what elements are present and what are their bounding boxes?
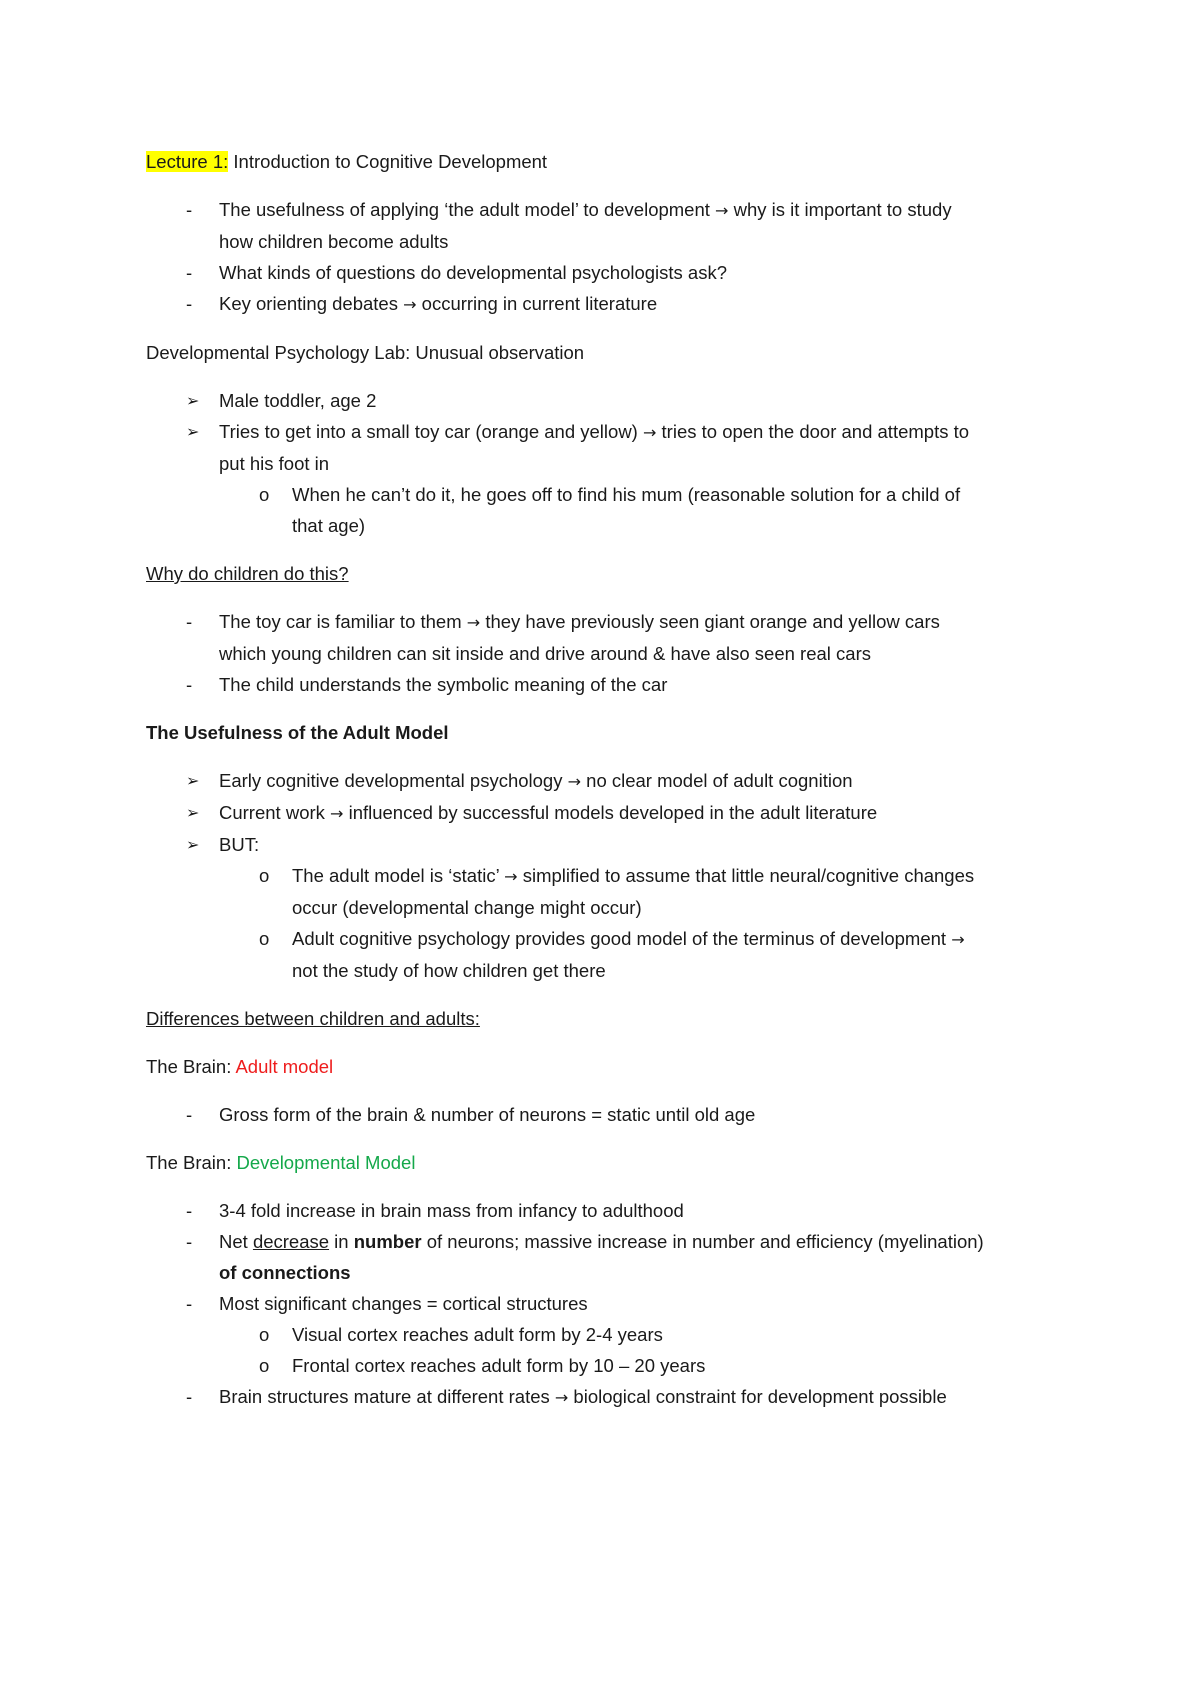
- why-heading: [146, 558, 1066, 589]
- usefulness-sub-2b: not the study of how children get there: [292, 960, 606, 981]
- brain-dev-item-4a: Brain structures mature at different rates: [219, 1386, 555, 1407]
- brain-dev-item-2c: in: [329, 1231, 354, 1252]
- dash-marker: -: [186, 262, 193, 283]
- why-list: [146, 606, 1066, 700]
- brain-dev-heading: [146, 1147, 1066, 1178]
- brain-dev-model: Developmental Model: [236, 1152, 416, 1173]
- lecture-title: Introduction to Cognitive Development: [228, 151, 548, 172]
- list-item: [146, 1099, 1066, 1130]
- chevron-bullet-icon: ➢: [186, 835, 200, 854]
- intro-item-1b: why is it important to study: [728, 199, 952, 220]
- dash-marker: -: [186, 293, 193, 314]
- dash-marker: -: [186, 674, 193, 695]
- lab-heading: Developmental Psychology Lab: Unusual observation: [146, 342, 585, 363]
- brain-adult-heading: [146, 1051, 1066, 1082]
- chevron-bullet-icon: ➢: [186, 391, 200, 410]
- brain-dev-item-4b: biological constraint for development possible: [568, 1386, 947, 1407]
- list-item: [146, 765, 1066, 797]
- usefulness-item-3: BUT:: [219, 834, 260, 855]
- chevron-bullet-icon: ➢: [186, 803, 200, 822]
- usefulness-item-2a: Current work: [219, 802, 331, 823]
- sub-list-item: [146, 860, 1066, 923]
- lab-item-2b: tries to open the door and attempts to: [656, 421, 970, 442]
- why-item-2: The child understands the symbolic meaning of the car: [219, 674, 668, 695]
- circle-bullet-icon: o: [259, 1355, 270, 1376]
- lab-sub-1b: that age): [292, 515, 366, 536]
- brain-dev-list: [146, 1195, 1066, 1413]
- circle-bullet-icon: o: [259, 484, 270, 505]
- brain-adult-model: Adult model: [235, 1056, 334, 1077]
- arrow-icon: →: [951, 930, 965, 949]
- usefulness-sub-2a: Adult cognitive psychology provides good model of the terminus of development: [292, 928, 952, 949]
- arrow-icon: →: [466, 613, 481, 632]
- intro-item-1a: The usefulness of applying ‘the adult model’ to development: [219, 199, 716, 220]
- chevron-bullet-icon: ➢: [186, 422, 200, 441]
- arrow-icon: →: [504, 867, 518, 886]
- lab-item-1: Male toddler, age 2: [219, 390, 377, 411]
- usefulness-sub-1a: The adult model is ‘static’: [292, 865, 505, 886]
- brain-dev-item-2b: decrease: [252, 1231, 330, 1252]
- brain-dev-item-2e: of neurons; massive increase in number and efficiency (myelination): [421, 1231, 984, 1252]
- usefulness-item-1a: Early cognitive developmental psychology: [219, 770, 568, 791]
- list-item: [146, 1381, 1066, 1413]
- list-item: [146, 257, 1066, 288]
- brain-dev-item-3: Most significant changes = cortical structures: [219, 1293, 588, 1314]
- dash-marker: -: [186, 1104, 193, 1125]
- why-heading-text: Why do children do this?: [146, 563, 349, 584]
- dash-marker: -: [186, 1293, 193, 1314]
- circle-bullet-icon: o: [259, 1324, 270, 1345]
- list-item: [146, 1195, 1066, 1226]
- list-item: [146, 416, 1066, 479]
- brain-dev-item-1: 3-4 fold increase in brain mass from infancy to adulthood: [219, 1200, 684, 1221]
- brain-dev-item-2d: number: [353, 1231, 422, 1252]
- dash-marker: -: [186, 1231, 193, 1252]
- brain-dev-sub-1: Visual cortex reaches adult form by 2-4 years: [292, 1324, 663, 1345]
- differences-heading-text: Differences between children and adults:: [146, 1008, 480, 1029]
- brain-dev-item-2a: Net: [219, 1231, 253, 1252]
- list-item: [146, 797, 1066, 829]
- list-item: [146, 606, 1066, 669]
- dash-marker: -: [186, 1386, 193, 1407]
- list-item: [146, 829, 1066, 860]
- usefulness-sub-1c: occur (developmental change might occur): [292, 897, 642, 918]
- circle-bullet-icon: o: [259, 928, 270, 949]
- why-item-1c: which young children can sit inside and drive around & have also seen real cars: [219, 643, 871, 664]
- usefulness-item-1b: no clear model of adult cognition: [581, 770, 853, 791]
- intro-item-2: What kinds of questions do developmental psychologists ask?: [219, 262, 728, 283]
- why-item-1a: The toy car is familiar to them: [219, 611, 467, 632]
- brain-adult-label: The Brain:: [146, 1056, 236, 1077]
- chevron-bullet-icon: ➢: [186, 771, 200, 790]
- list-item: [146, 1288, 1066, 1319]
- intro-item-3b: occurring in current literature: [416, 293, 658, 314]
- sub-list-item: [146, 479, 1066, 541]
- lab-item-2c: put his foot in: [219, 453, 330, 474]
- circle-bullet-icon: o: [259, 865, 270, 886]
- list-item: [146, 288, 1066, 320]
- list-item: [146, 385, 1066, 416]
- sub-list-item: [146, 1350, 1066, 1381]
- brain-adult-list: [146, 1099, 1066, 1130]
- arrow-icon: →: [403, 295, 417, 314]
- usefulness-heading: The Usefulness of the Adult Model: [146, 722, 449, 743]
- lecture-label: Lecture 1:: [146, 151, 229, 172]
- intro-item-1c: how children become adults: [219, 231, 449, 252]
- arrow-icon: →: [567, 772, 582, 791]
- brain-dev-sub-2: Frontal cortex reaches adult form by 10 – 20 years: [292, 1355, 706, 1376]
- arrow-icon: →: [554, 1388, 569, 1407]
- brain-dev-item-2f: of connections: [219, 1262, 351, 1283]
- arrow-icon: →: [330, 804, 344, 823]
- arrow-icon: →: [715, 201, 729, 220]
- usefulness-sub-1b: simplified to assume that little neural/cognitive changes: [517, 865, 975, 886]
- dash-marker: -: [186, 199, 193, 220]
- lab-sub-1a: When he can’t do it, he goes off to find his mum (reasonable solution for a child of: [292, 484, 961, 505]
- intro-item-3a: Key orienting debates: [219, 293, 404, 314]
- why-item-1b: they have previously seen giant orange and yellow cars: [480, 611, 940, 632]
- lab-item-2a: Tries to get into a small toy car (orange and yellow): [219, 421, 643, 442]
- sub-list-item: [146, 1319, 1066, 1350]
- usefulness-list: [146, 765, 1066, 986]
- lecture-heading: [146, 146, 1066, 177]
- dash-marker: -: [186, 1200, 193, 1221]
- sub-list-item: [146, 923, 1066, 986]
- lab-list: [146, 385, 1066, 541]
- arrow-icon: →: [642, 423, 657, 442]
- list-item: [146, 1226, 1066, 1288]
- list-item: [146, 194, 1066, 257]
- brain-dev-label: The Brain:: [146, 1152, 237, 1173]
- brain-adult-item-1: Gross form of the brain & number of neurons = static until old age: [219, 1104, 756, 1125]
- usefulness-item-2b: influenced by successful models developed in the adult literature: [343, 802, 878, 823]
- list-item: [146, 669, 1066, 700]
- dash-marker: -: [186, 611, 193, 632]
- differences-heading: [146, 1003, 1066, 1034]
- document-body: [146, 146, 1066, 1430]
- intro-list: [146, 194, 1066, 320]
